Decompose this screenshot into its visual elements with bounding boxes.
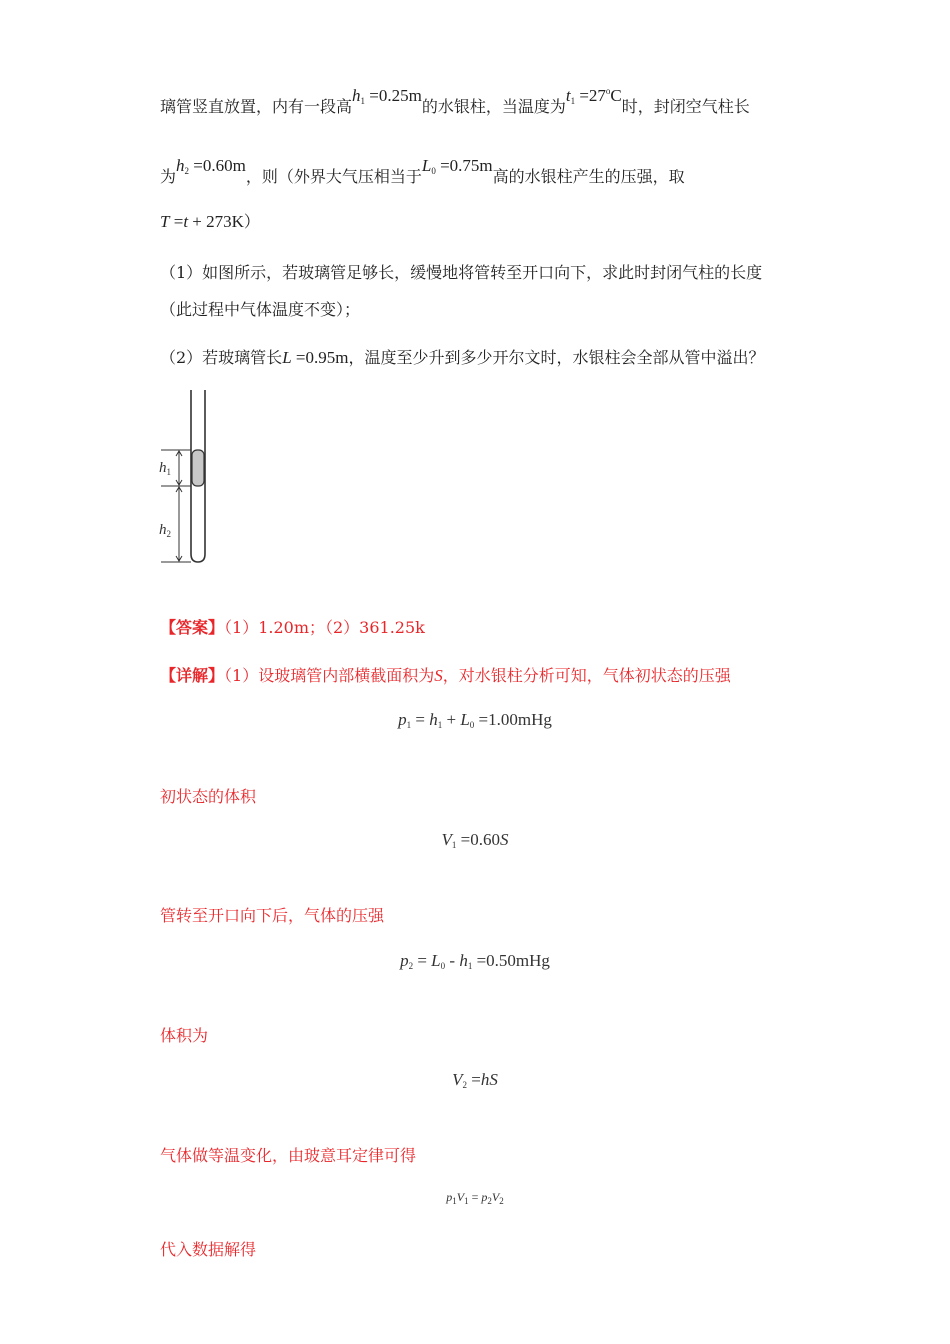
question-1-line-2: （此过程中气体温度不变）；: [160, 300, 361, 319]
mercury-column: [192, 450, 204, 486]
text: 时，封闭空气柱长: [621, 97, 750, 116]
formula-t1: $t_1 =27^oC$: [565, 86, 622, 106]
formula-L: L =0.95m: [282, 348, 349, 367]
solution-tag: 【详解】: [160, 666, 225, 685]
solution-intro: 【详解】（1）设玻璃管内部横截面积为S，对水银柱分析可知，气体初状态的压强: [160, 666, 731, 685]
label-h1: $h_1$: [159, 460, 171, 477]
solution-text-6: 代入数据解得: [160, 1240, 257, 1259]
question-1-line-1: （1）如图所示，若玻璃管足够长，缓慢地将管转至开口向下，求此时封闭气柱的长度: [160, 263, 763, 282]
solution-text-3: 管转至开口向下后，气体的压强: [160, 906, 385, 925]
question-2: [160, 347, 764, 369]
text: 高的水银柱产生的压强，取: [492, 167, 685, 186]
problem-line-1: [160, 86, 750, 123]
text: ，温度至少升到多少开尔文时，水银柱会全部从管中溢出？: [348, 348, 765, 367]
equation-boyle: $p_1V_1 = p_2V_2$: [446, 1190, 504, 1206]
answer-text: （1）1.20m；（2）361.25k: [224, 618, 425, 637]
formula-L0: $L_0 =0.75m$: [421, 156, 493, 176]
formula-T: T =t + 273K: [160, 212, 244, 231]
text: ）: [243, 212, 260, 231]
answer-tag: 【答案】: [160, 618, 225, 637]
formula-h2: $h_2 =0.60m$: [176, 156, 246, 176]
equation-v2: $V_2 =hS$: [452, 1070, 498, 1090]
equation-p1: $p_1 = h_1 + L_0 =1.00mHg$: [398, 710, 552, 730]
formula-h1: $h_1 =0.25m$: [352, 86, 422, 106]
answer-line: [160, 617, 425, 639]
equation-v1: $V_1 =0.60S$: [441, 830, 509, 850]
label-h2: $h_2$: [159, 522, 171, 539]
glass-tube-figure: [155, 388, 225, 568]
problem-line-2: [160, 156, 685, 193]
text: ，则（外界大气压相当于: [245, 167, 422, 186]
solution-text-2: 初状态的体积: [160, 787, 257, 806]
text: 璃管竖直放置，内有一段高: [160, 97, 353, 116]
problem-line-3: [160, 211, 260, 233]
solution-text-5: 气体做等温变化，由玻意耳定律可得: [160, 1146, 417, 1165]
text: 为: [160, 167, 177, 186]
equation-p2: $p_2 = L_0 - h_1 =0.50mHg$: [400, 951, 550, 971]
solution-text-4: 体积为: [160, 1026, 209, 1045]
text: 的水银柱，当温度为: [421, 97, 566, 116]
text: （2）若玻璃管长: [160, 348, 283, 367]
